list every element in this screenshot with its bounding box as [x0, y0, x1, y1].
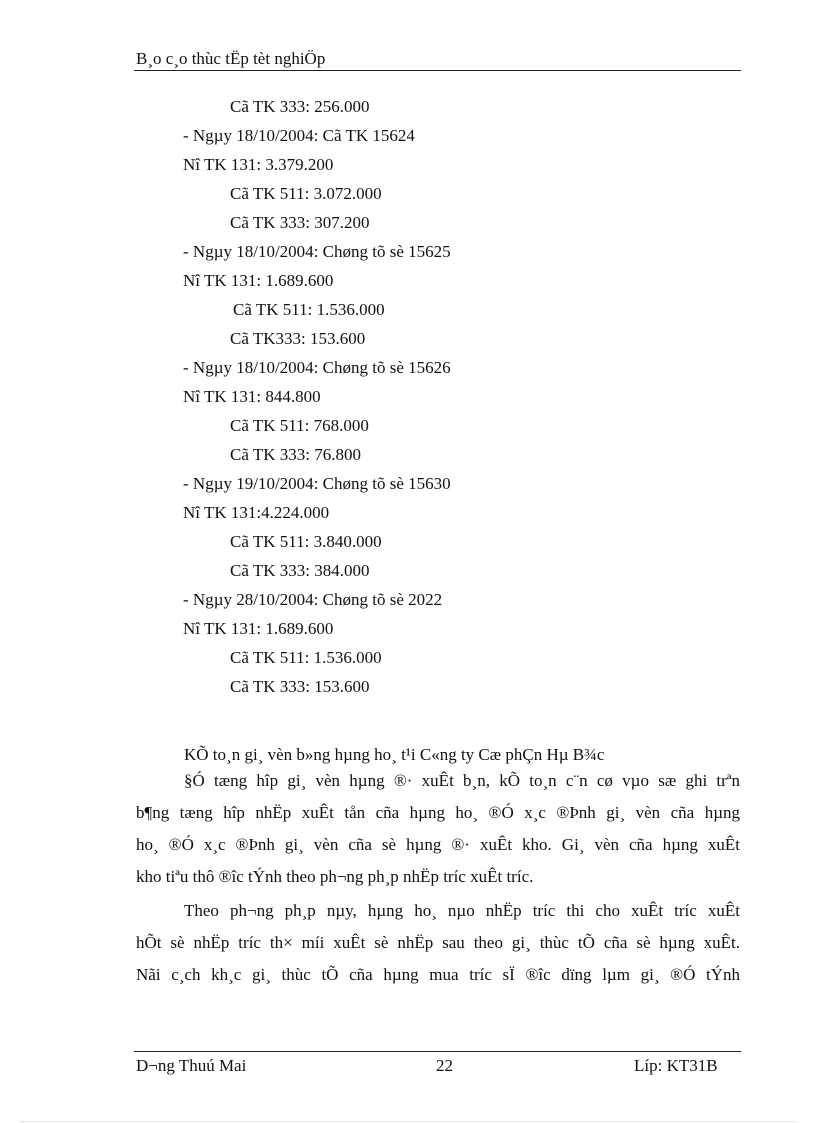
journal-account-line: Nî TK 131: 1.689.600 — [183, 271, 334, 290]
section-heading: KÕ to¸n gi¸ vèn b»ng hµng ho¸ t¹i C«ng ty Cæ phÇn Hµ B¾c — [184, 745, 605, 764]
page-bottom-dotted-line — [20, 1121, 796, 1122]
paragraph-2 — [136, 895, 740, 991]
journal-account-line: Cã TK 333: 384.000 — [230, 561, 370, 580]
journal-account-line: Cã TK 333: 256.000 — [230, 97, 370, 116]
footer-class: Líp: KT31B — [634, 1056, 718, 1075]
footer-author: D¬ng Thuú Mai — [136, 1056, 247, 1075]
journal-account-line: Cã TK 511: 1.536.000 — [230, 648, 382, 667]
journal-date-line: - Ngµy 18/10/2004: Cã TK 15624 — [183, 126, 415, 145]
header-divider — [134, 70, 741, 71]
paragraph-line: hÕt sè nhËp tríc th× míi xuÊt sè nhËp sau theo gi¸ thùc tÕ cña sè hµng xuÊt. — [136, 933, 740, 952]
journal-account-line: Nî TK 131: 844.800 — [183, 387, 321, 406]
journal-account-line: Cã TK 333: 76.800 — [230, 445, 361, 464]
footer-page-number: 22 — [436, 1056, 453, 1075]
paragraph-line: b¶ng tæng hîp nhËp xuÊt tån cña hµng ho¸ ®Ó x¸c ®Þnh gi¸ vèn cña hµng — [136, 803, 740, 822]
journal-account-line: Nî TK 131:4.224.000 — [183, 503, 330, 522]
journal-account-line: Cã TK333: 153.600 — [230, 329, 366, 348]
paragraph-1 — [136, 765, 740, 893]
footer-divider — [134, 1051, 741, 1052]
journal-account-line: Nî TK 131: 1.689.600 — [183, 619, 334, 638]
document-title: B¸o c¸o thùc tËp tèt nghiÖp — [136, 49, 326, 68]
journal-date-line: - Ngµy 19/10/2004: Chøng tõ sè 15630 — [183, 474, 451, 493]
paragraph-line: ho¸ ®Ó x¸c ®Þnh gi¸ vèn cña sè hµng ®· xuÊt kho. Gi¸ vèn cña hµng xuÊt — [136, 835, 740, 854]
paragraph-line: kho tiªu thô ®îc tÝnh theo ph¬ng ph¸p nhËp tríc xuÊt tríc. — [136, 867, 534, 886]
journal-account-line: Cã TK 511: 768.000 — [230, 416, 369, 435]
journal-account-line: Cã TK 511: 3.072.000 — [230, 184, 382, 203]
journal-account-line: Cã TK 511: 1.536.000 — [233, 300, 385, 319]
journal-account-line: Cã TK 511: 3.840.000 — [230, 532, 382, 551]
journal-account-line: Cã TK 333: 153.600 — [230, 677, 370, 696]
journal-account-line: Nî TK 131: 3.379.200 — [183, 155, 334, 174]
paragraph-line: §Ó tæng hîp gi¸ vèn hµng ®· xuÊt b¸n, kÕ to¸n c¨n cø vµo sæ ghi trªn — [184, 771, 740, 790]
journal-account-line: Cã TK 333: 307.200 — [230, 213, 370, 232]
journal-date-line: - Ngµy 18/10/2004: Chøng tõ sè 15625 — [183, 242, 451, 261]
paragraph-line: Theo ph¬ng ph¸p nµy, hµng ho¸ nµo nhËp tríc thi cho xuÊt tríc xuÊt — [184, 901, 740, 920]
journal-date-line: - Ngµy 28/10/2004: Chøng tõ sè 2022 — [183, 590, 443, 609]
journal-date-line: - Ngµy 18/10/2004: Chøng tõ sè 15626 — [183, 358, 451, 377]
paragraph-line: Nãi c¸ch kh¸c gi¸ thùc tÕ cña hµng mua tríc sÏ ®îc dïng lµm gi¸ ®Ó tÝnh — [136, 965, 740, 984]
